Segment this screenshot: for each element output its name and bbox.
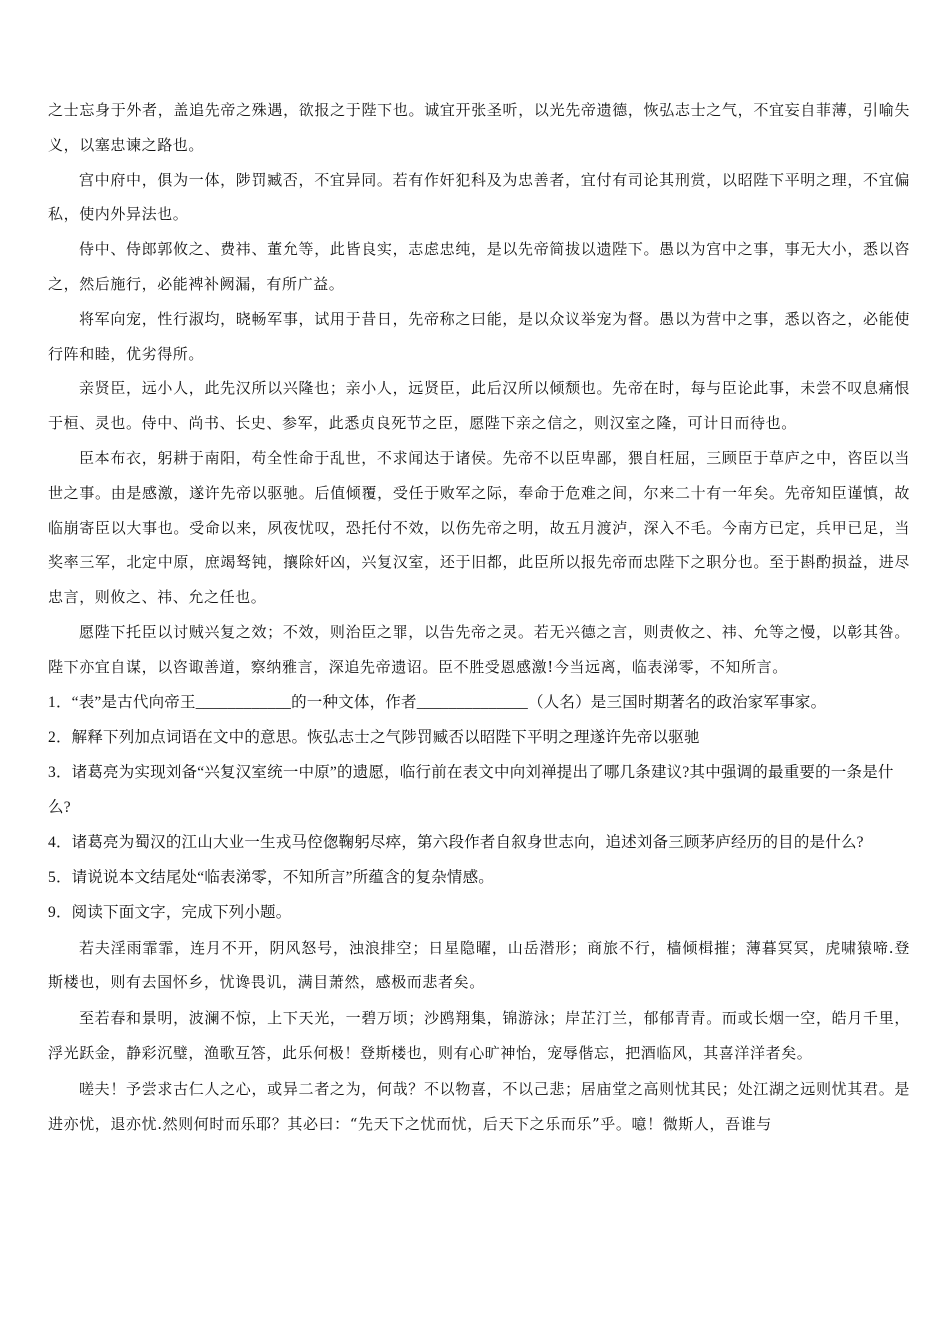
passage-paragraph-2: 宫中府中，俱为一体，陟罚臧否，不宜异同。若有作奸犯科及为忠善者，宜付有司论其刑赏，以昭陛下平明之理，不宜偏私，使内外异法也。 (48, 170, 910, 224)
passage-paragraph-3: 侍中、侍郎郭攸之、费祎、董允等，此皆良实，志虑忠纯，是以先帝简拔以遗陛下。愚以为宫中之事，事无大小，悉以咨之，然后施行，必能裨补阙漏，有所广益。 (48, 240, 910, 293)
passage-paragraph-4: 将军向宠，性行淑均，晓畅军事，试用于昔日，先帝称之曰能，是以众议举宠为督。愚以为营中之事，悉以咨之，必能使行阵和睦，优劣得所。 (48, 309, 910, 363)
passage-paragraph-1: 之士忘身于外者，盖追先帝之殊遇，欲报之于陛下也。诚宜开张圣听，以光先帝遗德，恢弘志士之气，不宜妄自菲薄，引喻失义，以塞忠谏之路也。 (48, 101, 910, 154)
question-2: 2．解释下列加点词语在文中的意思。恢弘志士之气陟罚臧否以昭陛下平明之理遂许先帝以驱驰 (48, 728, 700, 746)
passage2-paragraph-1: 若夫淫雨霏霏，连月不开，阴风怒号，浊浪排空；日星隐曜，山岳潜形；商旅不行，樯倾楫摧；薄暮冥冥，虎啸猿啼.登斯楼也，则有去国怀乡，忧谗畏讥，满目萧然，感极而悲者矣。 (48, 938, 910, 992)
question-9: 9．阅读下面文字，完成下列小题。 (48, 903, 292, 921)
passage-paragraph-5: 亲贤臣，远小人，此先汉所以兴隆也；亲小人，远贤臣，此后汉所以倾颓也。先帝在时，每与臣论此事，未尝不叹息痛恨于桓、灵也。侍中、尚书、长史、参军，此悉贞良死节之臣，愿陛下亲之信之，则汉室之隆，可计日而待也。 (48, 379, 910, 433)
passage2-paragraph-3: 嗟夫！予尝求古仁人之心，或异二者之为，何哉？不以物喜，不以己悲；居庙堂之高则忧其民；处江湖之远则忧其君。是进亦忧，退亦忧.然则何时而乐耶？其必曰：“先天下之忧而忧，后天下之乐而乐”乎。噫！微斯人，吾谁与 (48, 1079, 910, 1133)
text-column (48, 93, 910, 1141)
passage2-paragraph-2: 至若春和景明，波澜不惊，上下天光，一碧万顷；沙鸥翔集，锦游泳；岸芷汀兰，郁郁青青。而或长烟一空，皓月千里，浮光跃金，静彩沉璧，渔歌互答，此乐何极！登斯楼也，则有心旷神怡，宠辱偕忘，把酒临风，其喜洋洋者矣。 (48, 1009, 910, 1062)
passage-paragraph-6: 臣本布衣，躬耕于南阳，苟全性命于乱世，不求闻达于诸侯。先帝不以臣卑鄙，猥自枉屈，三顾臣于草庐之中，咨臣以当世之事。由是感激，遂许先帝以驱驰。后值倾覆，受任于败军之际，奉命于危难之间，尔来二十有一年矣。先帝知臣谨慎，故临崩寄臣以大事也。受命以来，夙夜忧叹，恐托付不效，以伤先帝之明，故五月渡泸，深入不毛。今南方已定，兵甲已足，当奖率三军，北定中原，庶竭驽钝，攘除奸凶，兴复汉室，还于旧都，此臣所以报先帝而忠陛下之职分也。至于斟酌损益，进尽忠言，则攸之、祎、允之任也。 (48, 448, 910, 607)
question-3: 3．诸葛亮为实现刘备“兴复汉室统一中原”的遗愿，临行前在表文中向刘禅提出了哪几条建议?其中强调的最重要的一条是什么? (48, 763, 894, 816)
passage-paragraph-7: 愿陛下托臣以讨贼兴复之效；不效，则治臣之罪，以告先帝之灵。若无兴德之言，则责攸之、祎、允等之慢，以彰其咎。陛下亦宜自谋，以咨诹善道，察纳雅言，深追先帝遗诏。臣不胜受恩感激!今当远离，临表涕零，不知所言。 (48, 622, 910, 676)
question-4: 4．诸葛亮为蜀汉的江山大业一生戎马倥偬鞠躬尽瘁，第六段作者自叙身世志向，追述刘备三顾茅庐经历的目的是什么? (48, 833, 864, 851)
question-5: 5．请说说本文结尾处“临表涕零，不知所言”所蕴含的复杂情感。 (48, 868, 495, 886)
question-1: 1．“表”是古代向帝王____________的一种文体，作者______________（人名）是三国时期著名的政治家军事家。 (48, 693, 827, 711)
